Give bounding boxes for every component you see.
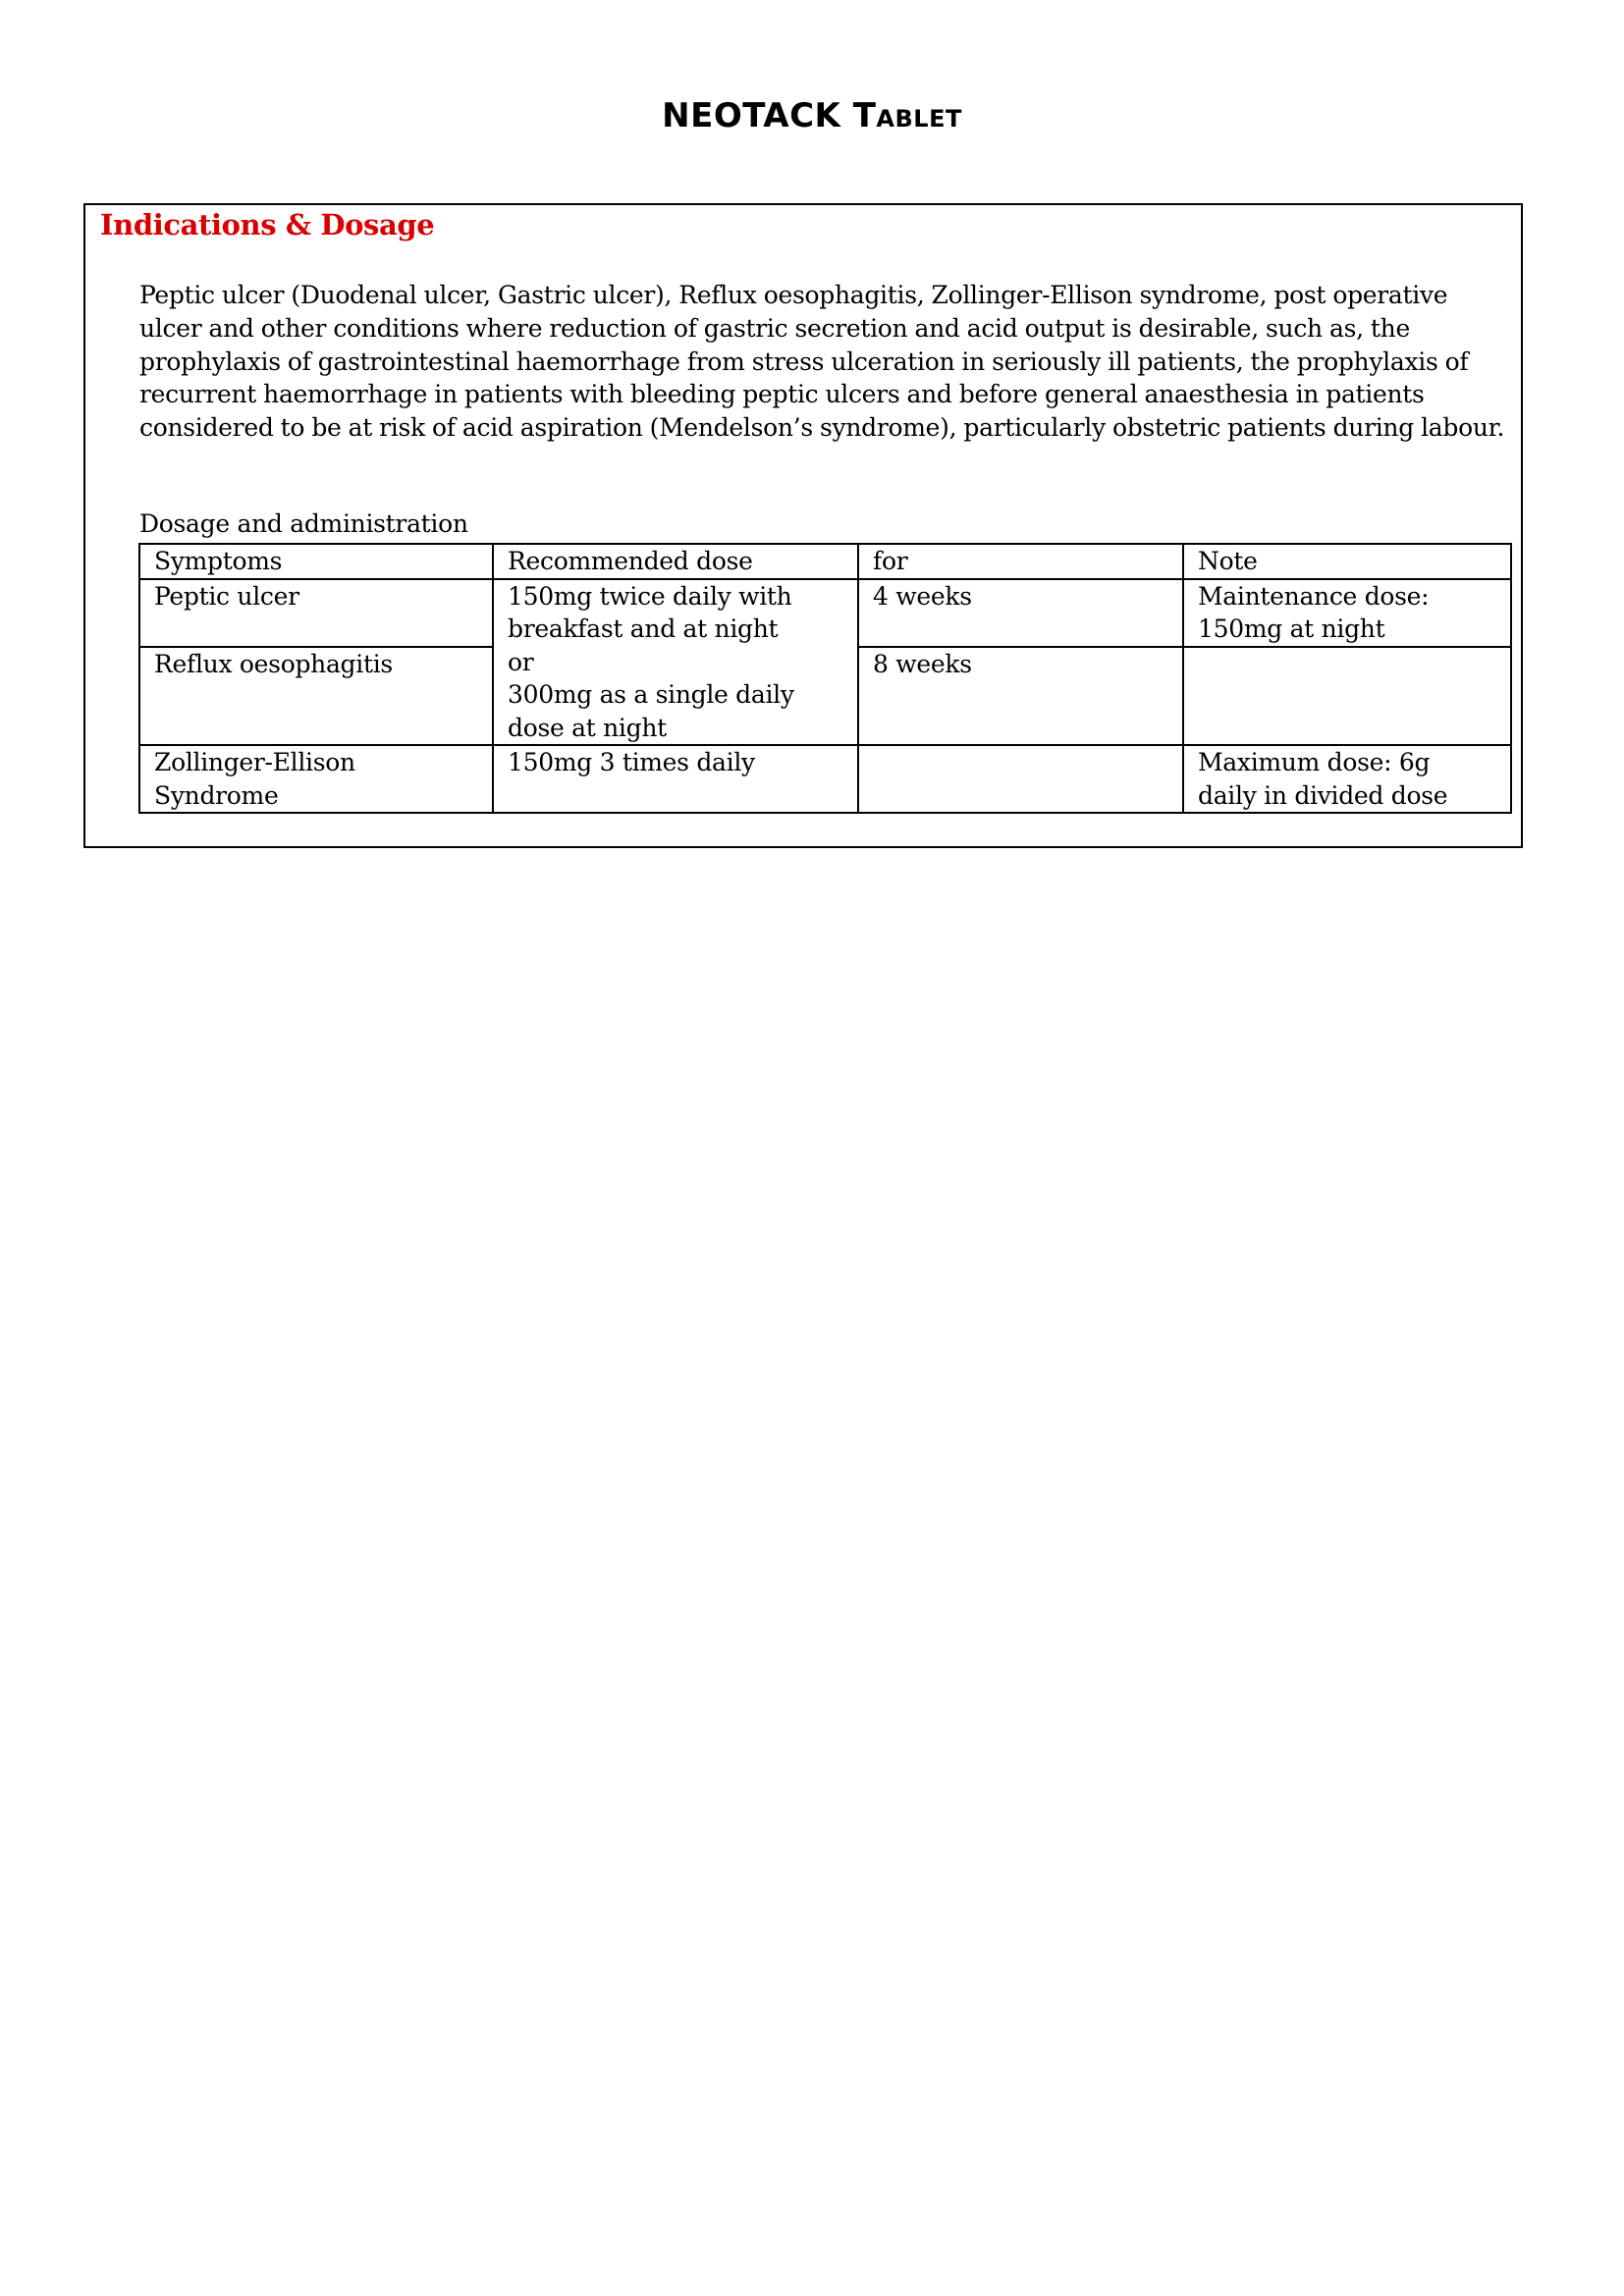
table-row [139,745,1511,813]
header-note: Note [1183,544,1511,579]
dose-line: 150mg twice daily with [508,581,792,611]
dose-line: 300mg as a single daily [508,680,794,709]
note-line: Maximum dose: 6g [1198,748,1431,776]
title-form: Tablet [852,96,962,135]
symptom-line: Zollinger-Ellison [154,748,355,776]
header-for: for [858,544,1183,579]
cell-note [1183,579,1511,648]
note-line: daily in divided dose [1198,780,1448,810]
cell-dose [493,579,858,746]
header-recommended-dose: Recommended dose [493,544,858,579]
table-row [139,579,1511,648]
header-symptoms: Symptoms [139,544,493,579]
symptom-line: Syndrome [154,780,279,810]
dose-line: breakfast and at night [508,614,779,643]
note-line: 150mg at night [1198,614,1385,643]
dosage-table [138,543,1512,814]
table-header-row [139,544,1511,579]
title-product: NEOTACK [662,96,841,135]
cell-symptom: Reflux oesophagitis [139,647,493,745]
page-title [0,96,1624,135]
indications-paragraph: Peptic ulcer (Duodenal ulcer, Gastric ulcer), Reflux oesophagitis, Zollinger-Ellison syndrome, post operative ulcer and other conditions where reduction of gastric secretion and acid output is desirable, such as, the prophylaxis of gastrointestinal haemorrhage from stress ulceration in seriously ill patients, the prophylaxis of recurrent haemorrhage in patients with bleeding peptic ulcers and before general anaesthesia in patients considered to be at risk of acid aspiration (Mendelson’s syndrome), particularly obstetric patients during labour. [139,281,1505,443]
cell-note [1183,745,1511,813]
cell-duration [858,745,1183,813]
cell-symptom: Peptic ulcer [139,579,493,648]
dosage-subheading: Dosage and administration [139,509,468,538]
cell-duration: 4 weeks [858,579,1183,648]
section-heading: Indications & Dosage [100,208,435,241]
cell-symptom [139,745,493,813]
note-line: Maintenance dose: [1198,581,1430,611]
dose-line: or [508,647,534,676]
indications-dosage-box [83,203,1523,848]
dose-line: dose at night [508,713,667,742]
cell-dose: 150mg 3 times daily [493,745,858,813]
cell-duration: 8 weeks [858,647,1183,745]
cell-note [1183,647,1511,745]
